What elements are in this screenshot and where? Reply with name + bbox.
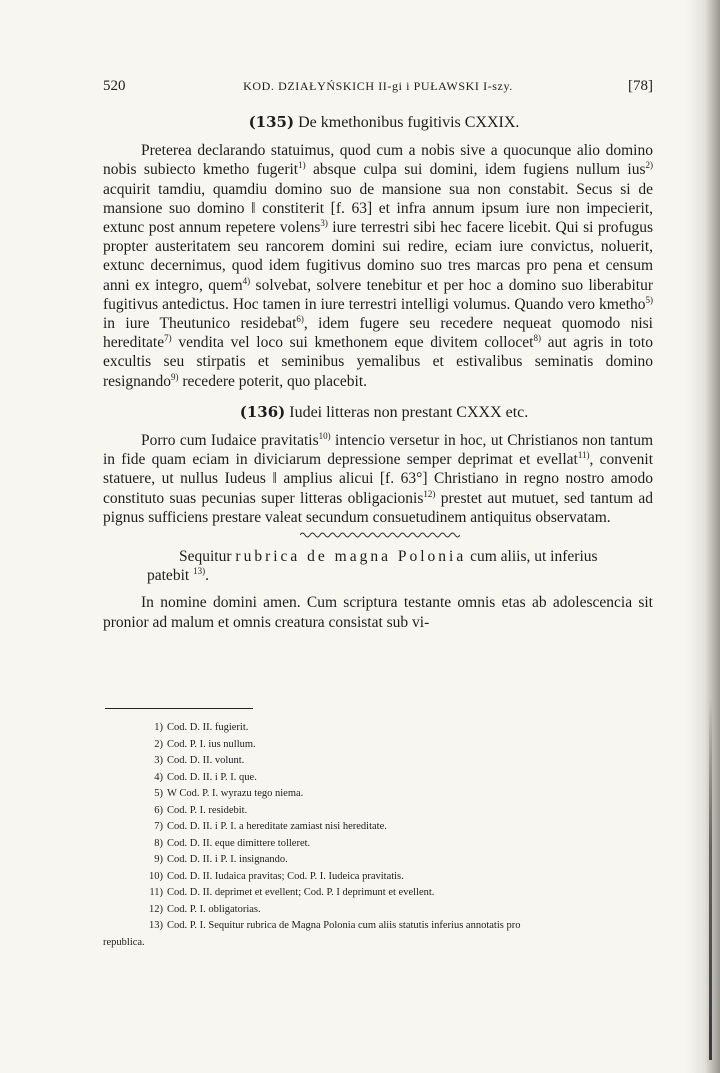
footnote-item	[103, 852, 653, 869]
text-run: vendita vel loco sui kmethonem eque divitem collocet	[171, 334, 534, 352]
footnote-item	[103, 819, 653, 836]
text-run: solvebat, solvere tenebitur et per hoc a domino suo liberabitur fugitivus antedictus. Hoc tamen in iure terrestri intelligi volumus. Quando vero kmetho	[103, 276, 654, 313]
footnote-ref: 1)	[298, 160, 306, 171]
text-run: absque culpa sui domini, idem fugiens nullum ius	[305, 161, 646, 179]
rubric-continuation	[147, 566, 653, 585]
rubric-line	[147, 547, 653, 585]
footnote-ref: 2)	[645, 160, 653, 171]
footnote-item	[103, 885, 653, 902]
wavy-separator	[300, 531, 460, 539]
footnote-continuation: republica.	[103, 936, 145, 948]
footnote-text: Cod. D. II. i P. I. que.	[167, 771, 257, 783]
running-title: KOD. DZIAŁYŃSKICH II-gi i PUŁAWSKI I-szy.	[243, 79, 513, 93]
rubric-rest: cum aliis, ut inferius	[466, 548, 598, 566]
footnote-ref: 6)	[296, 313, 304, 324]
footnote-item	[103, 869, 653, 886]
footnote-number: 7)	[154, 821, 163, 832]
page-edge-shadow	[686, 0, 720, 1073]
text-run: in iure Theutunico residebat	[103, 315, 297, 333]
text-run: , idem fugere seu recedere nequeat quomodo nisi hereditate	[103, 315, 653, 352]
footnote-text: Cod. D. II. eque dimittere tolleret.	[167, 837, 311, 849]
section-135-title: De kmethonibus fugitivis CXXIX.	[298, 114, 520, 131]
footnote-text: Cod. D. II. Iudaica pravitas; Cod. P. I. Iudeica pravitatis.	[167, 870, 404, 882]
footnote-item	[103, 786, 653, 803]
running-header	[103, 78, 653, 100]
text-run: , convenit statuere, ut nullus Iudeus ‖ amplius alicui [f. 63°] Christiano in regno nostro amodo constituto suas pecunias super litteras obligacionis	[103, 451, 653, 507]
footnotes	[103, 720, 653, 951]
footnote-ref: 10)	[318, 430, 331, 441]
footnote-text: Cod. P. I. obligatorias.	[167, 903, 261, 915]
footnote-number: 3)	[154, 755, 163, 766]
footnote-number: 10)	[149, 870, 163, 882]
footnote-item	[103, 753, 653, 770]
section-136-heading	[103, 403, 653, 422]
footnote-item	[103, 720, 653, 737]
footnote-ref: 4)	[242, 275, 251, 286]
text-run: Porro cum Iudaice pravitatis	[141, 432, 319, 450]
folio-mark: [78]	[628, 78, 653, 94]
footnote-number: 5)	[154, 788, 163, 799]
section-135-paragraph	[103, 141, 653, 391]
text-run: iure terrestri sibi hec facere licebit. Qui si profugus propter austeritatem seu rancorem domini sui redire, eciam iure convictus, noluerit, extunc decernimus, quod idem fugitivus domino suo tres marcas pro pena et censum anni ex integro, quem	[103, 219, 653, 294]
final-paragraph: In nomine domini amen. Cum scriptura testante omnis etas ab adolescencia sit pronior ad malum et omnis creatura consistat sub vi-	[103, 594, 653, 631]
section-136-paragraph	[103, 431, 653, 527]
footnote-ref: 7)	[164, 333, 172, 344]
footnote-item	[103, 803, 653, 820]
footnote-number: 2)	[154, 738, 163, 750]
page-number: 520	[103, 78, 126, 94]
text-run: aut agris in toto excultis seu stirpatis et seminibus yemalibus et estivalibus seminatis domino resignando	[103, 334, 653, 390]
footnote-item	[103, 902, 653, 919]
section-136-title: Iudei litteras non prestant CXXX etc.	[289, 403, 529, 421]
text-run: Preterea declarando statuimus, quod cum a nobis sive a quocunque alio domino nobis subiecto kmetho fugerit	[103, 142, 653, 179]
footnote-ref: 3)	[320, 217, 328, 228]
footnote-ref: 9)	[171, 371, 179, 382]
footnote-number: 6)	[154, 804, 163, 816]
rubric-spaced-text: rubrica de magna Polonia	[235, 548, 467, 566]
footnote-ref: 11)	[577, 450, 590, 461]
section-135-heading	[103, 113, 653, 132]
footnote-text: Cod. P. I. ius nullum.	[167, 738, 256, 750]
footnote-text: Cod. D. II. i P. I. a hereditate zamiast nisi hereditate.	[167, 821, 387, 832]
footnote-rule	[105, 708, 253, 709]
footnote-ref: 12)	[423, 488, 436, 499]
text-run: recedere poterit, quo placebit.	[178, 372, 368, 390]
rubric-end: .	[205, 567, 209, 585]
footnote-item	[103, 836, 653, 853]
footnote-number: 9)	[154, 854, 163, 865]
section-135-number: (135)	[248, 113, 295, 131]
footnote-number: 4)	[154, 771, 163, 783]
main-text	[103, 113, 653, 632]
footnote-number: 12)	[149, 903, 163, 915]
footnote-text: Cod. P. I. Sequitur rubrica de Magna Polonia cum aliis statutis inferius annotatis pro	[167, 920, 521, 931]
footnote-item	[103, 918, 653, 951]
footnote-text: Cod. D. II. volunt.	[167, 755, 245, 766]
footnote-ref: 5)	[645, 294, 653, 305]
footnote-ref: 13)	[193, 566, 206, 577]
footnote-text: W Cod. P. I. wyrazu tego niema.	[167, 788, 304, 799]
footnote-item	[103, 737, 653, 754]
section-136-number: (136)	[239, 402, 286, 421]
footnote-number: 11)	[149, 887, 163, 898]
rubric-cont-text: patebit	[147, 567, 190, 585]
text-run: intencio versetur in hoc, ut Christianos non tantum in fide quam eciam in diviciarum depressione semper deprimat et evellat	[103, 432, 653, 469]
footnote-number: 1)	[154, 722, 163, 733]
footnote-item	[103, 770, 653, 787]
footnote-text: Cod. D. II. fugierit.	[167, 722, 249, 733]
text-run: acquirit tamdiu, quamdiu domino suo de mansione sua non constabit. Secus si de mansione suo domino ‖ constiterit [f. 63] et infra annum ipsum iure non impecierit, extunc post annum repetere volens	[103, 180, 653, 237]
footnote-text: Cod. D. II. i P. I. insignando.	[167, 854, 288, 865]
footnote-ref: 8)	[533, 333, 541, 344]
footnote-number: 13)	[149, 920, 163, 931]
text-run: prestet aut mutuet, sed tantum ad pignus sufficiens prestare valeat secundum consuetudinem antiquitus observatam.	[103, 489, 654, 526]
binding-edge-line	[709, 700, 712, 1060]
rubric-lead: Sequitur	[179, 548, 232, 566]
footnote-number: 8)	[154, 837, 163, 849]
footnote-text: Cod. D. II. deprimet et evellent; Cod. P. I deprimunt et evellent.	[167, 887, 435, 898]
footnote-text: Cod. P. I. residebit.	[167, 804, 248, 816]
